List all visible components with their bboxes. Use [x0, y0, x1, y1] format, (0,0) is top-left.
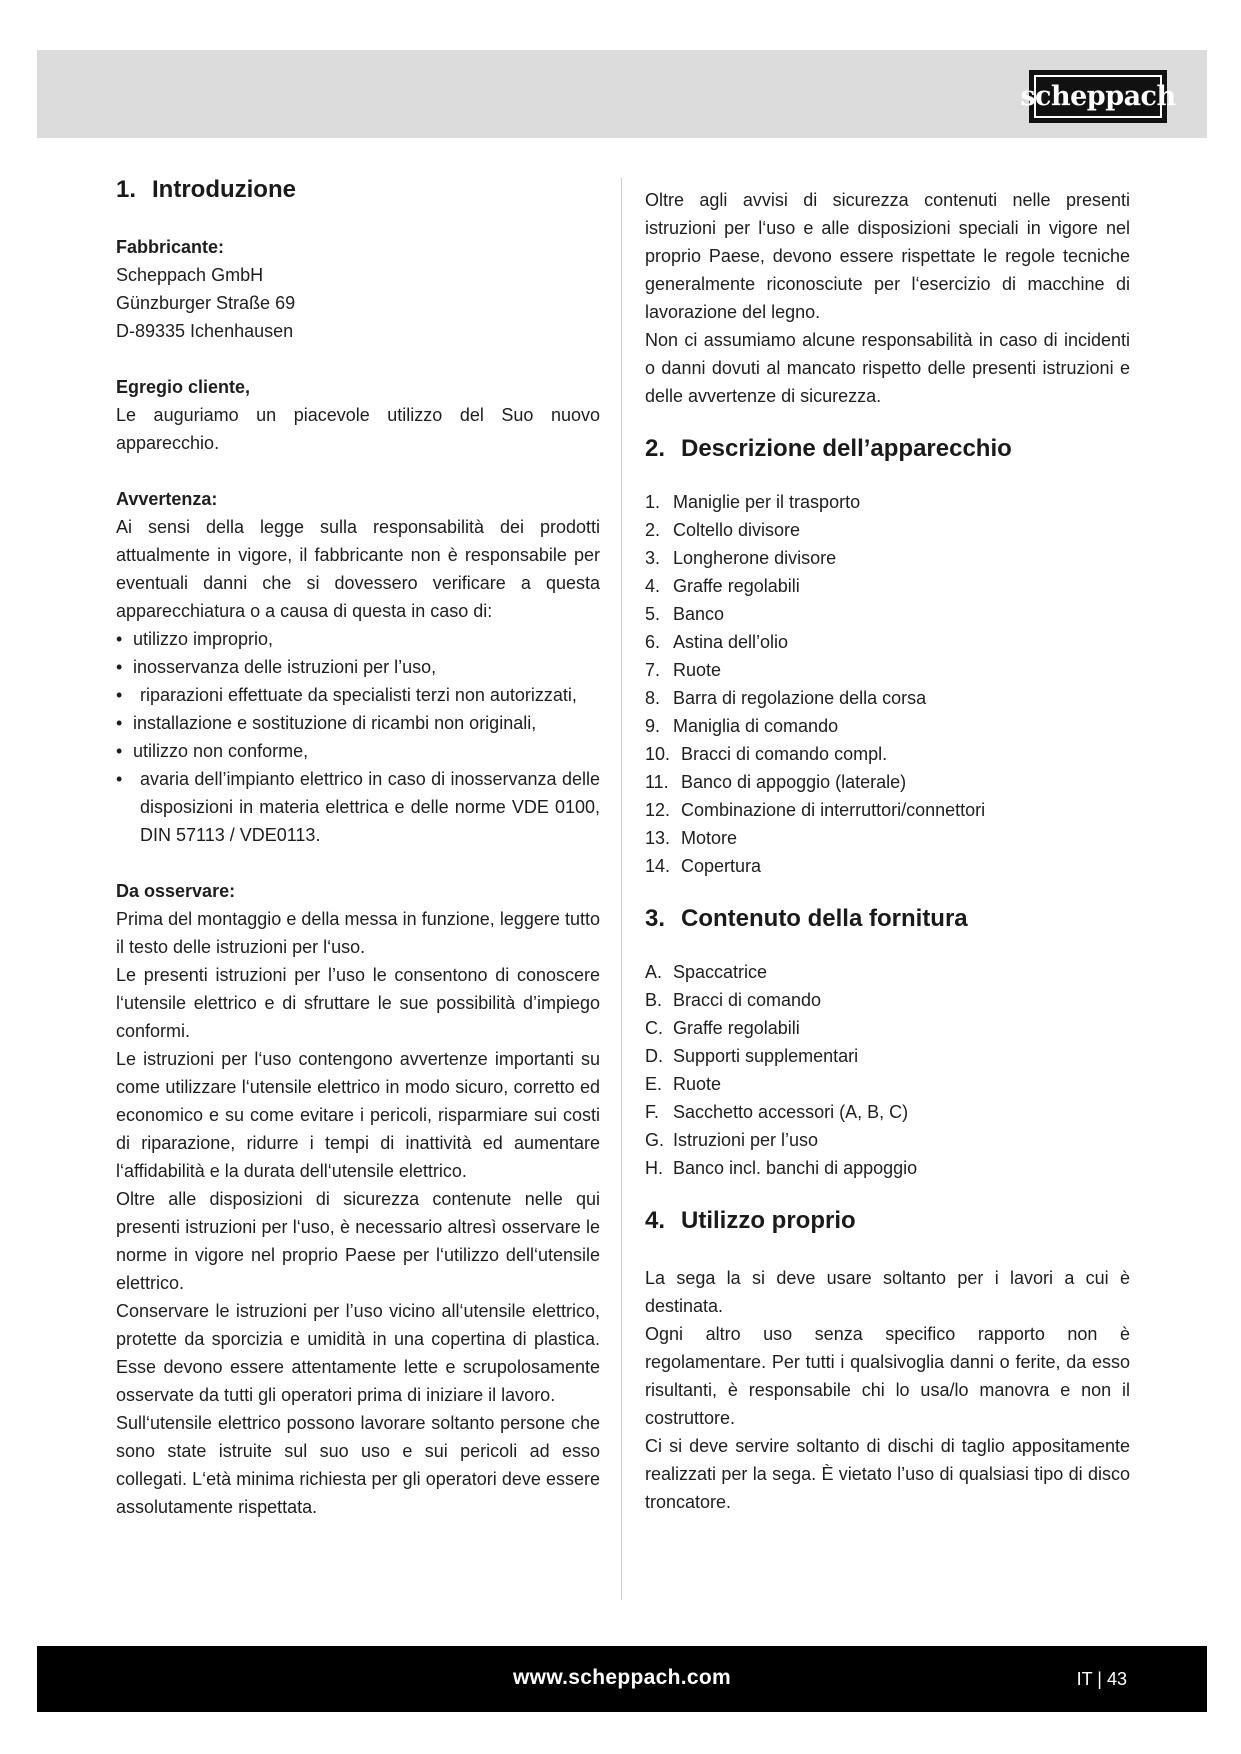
list-item — [645, 712, 1130, 740]
column-divider — [621, 178, 622, 1600]
warning-label: Avvertenza: — [116, 489, 218, 509]
warning-text: Ai sensi della legge sulla responsabilità dei prodotti attualmente in vigore, il fabbricante non è responsabile per eventuali danni che si dovessero verificare a questa apparecchiatura o a causa di questa in caso di: — [116, 517, 600, 621]
list-item — [645, 740, 1130, 768]
list-item-label: Barra di regolazione della corsa — [673, 688, 927, 708]
list-item-label: Combinazione di interruttori/connettori — [681, 800, 986, 820]
dear-customer-label: Egregio cliente, — [116, 377, 251, 397]
list-item — [645, 986, 1130, 1014]
list-item-label: Banco — [673, 604, 725, 624]
list-item-label: Coltello divisore — [673, 520, 801, 540]
list-item-label: Spaccatrice — [673, 962, 768, 982]
list-item — [645, 1042, 1130, 1070]
list-item-key: E. — [645, 1074, 663, 1094]
list-item-label: Graffe regolabili — [673, 576, 800, 596]
list-item-label: Banco incl. banchi di appoggio — [673, 1158, 918, 1178]
list-item-label: Supporti supplementari — [673, 1046, 859, 1066]
list-item — [645, 1014, 1130, 1042]
list-item — [645, 656, 1130, 684]
list-item — [645, 796, 1130, 824]
list-item-key: C. — [645, 1018, 663, 1038]
list-item — [645, 958, 1130, 986]
intro-paragraph: Non ci assumiamo alcune responsabilità in caso di incidenti o danni dovuti al mancato rispetto delle presenti istruzioni e delle avvertenze di sicurezza. — [645, 330, 1130, 406]
list-item-key: 5. — [645, 604, 661, 624]
left-column — [116, 175, 600, 1521]
observe-label: Da osservare: — [116, 881, 236, 901]
manufacturer-line: Scheppach GmbH — [116, 265, 264, 285]
manufacturer-line: Günzburger Straße 69 — [116, 293, 296, 313]
list-item — [645, 684, 1130, 712]
list-item-key: D. — [645, 1046, 663, 1066]
manufacturer-line: D-89335 Ichenhausen — [116, 321, 294, 341]
usage-paragraph: La sega la si deve usare soltanto per i lavori a cui è destinata. — [645, 1268, 1130, 1316]
usage-paragraph: Ci si deve servire soltanto di dischi di taglio appositamente realizzati per la sega. È vietato l’uso di qualsiasi tipo di disco troncatore. — [645, 1436, 1130, 1512]
list-item — [645, 1154, 1130, 1182]
list-item-key: 6. — [645, 632, 661, 652]
list-item: • utilizzo non conforme, — [116, 737, 600, 765]
list-item — [645, 544, 1130, 572]
list-item — [645, 628, 1130, 656]
list-item-label: Bracci di comando compl. — [681, 744, 888, 764]
intro-paragraph: Oltre agli avvisi di sicurezza contenuti nelle presenti istruzioni per l‘uso e alle disposizioni speciali in vigore nel proprio Paese, devono essere rispettate le regole tecniche generalmente riconosciute per l‘esercizio di macchine di lavorazione del legno. — [645, 190, 1130, 322]
list-item — [645, 824, 1130, 852]
list-item-label: Maniglie per il trasporto — [673, 492, 861, 512]
dear-customer-text: Le auguriamo un piacevole utilizzo del Suo nuovo apparecchio. — [116, 405, 600, 453]
list-item: • inosservanza delle istruzioni per l’uso, — [116, 653, 600, 681]
list-item — [645, 488, 1130, 516]
list-item-label: Longherone divisore — [673, 548, 837, 568]
list-item — [645, 1098, 1130, 1126]
list-item — [645, 1070, 1130, 1098]
list-item — [645, 1126, 1130, 1154]
observe-paragraph: Oltre alle disposizioni di sicurezza contenute nelle qui presenti istruzioni per l‘uso, è necessario altresì osservare le norme in vigore nel proprio Paese per l‘utilizzo dell‘utensile elettrico. — [116, 1189, 600, 1293]
list-item-key: 7. — [645, 660, 661, 680]
observe-paragraph: Le istruzioni per l‘uso contengono avvertenze importanti su come utilizzare l‘utensile elettrico in modo sicuro, corretto ed economico e su come evitare i pericoli, risparmiare sui costi di riparazione, ridurre i tempi di inattività ed aumentare l‘affidabilità e la durata dell‘utensile elettrico. — [116, 1049, 600, 1181]
right-column — [645, 186, 1130, 1516]
list-item-key: 12. — [645, 800, 671, 820]
observe-paragraph: Le presenti istruzioni per l’uso le consentono di conoscere l‘utensile elettrico e di sfruttare le sue possibilità d’impiego conformi. — [116, 965, 600, 1041]
list-item-key: F. — [645, 1102, 660, 1122]
list-item: • riparazioni effettuate da specialisti terzi non autorizzati, — [116, 681, 600, 709]
observe-paragraph: Prima del montaggio e della messa in funzione, leggere tutto il testo delle istruzioni per l‘uso. — [116, 909, 600, 957]
section-1-heading: 1. Introduzione — [116, 176, 296, 203]
list-item: • utilizzo improprio, — [116, 625, 600, 653]
list-item-key: H. — [645, 1158, 663, 1178]
list-item: • installazione e sostituzione di ricambi non originali, — [116, 709, 600, 737]
section-3-heading: 3. Contenuto della fornitura — [645, 905, 968, 932]
list-item — [645, 516, 1130, 544]
warning-list — [116, 625, 600, 849]
manufacturer-label: Fabbricante: — [116, 237, 225, 257]
list-item-label: Bracci di comando — [673, 990, 822, 1010]
parts-list — [645, 488, 1130, 880]
list-item-key: 11. — [645, 772, 669, 792]
observe-paragraph: Conservare le istruzioni per l’uso vicino all‘utensile elettrico, protette da sporcizia e umidità in una copertina di plastica. Esse devono essere attentamente lette e scrupolosamente osservate da tutti gli operatori prima di iniziare il lavoro. — [116, 1301, 600, 1405]
list-item-key: 10. — [645, 744, 671, 764]
list-item-key: A. — [645, 962, 663, 982]
list-item-label: Banco di appoggio (laterale) — [681, 772, 907, 792]
list-item — [645, 600, 1130, 628]
list-item-key: 2. — [645, 520, 661, 540]
list-item-label: Graffe regolabili — [673, 1018, 800, 1038]
list-item-label: Istruzioni per l’uso — [673, 1130, 819, 1150]
list-item-label: Copertura — [681, 856, 762, 876]
list-item-key: G. — [645, 1130, 665, 1150]
list-item-label: Ruote — [673, 660, 722, 680]
list-item-key: 4. — [645, 576, 661, 596]
list-item-label: Sacchetto accessori (A, B, C) — [673, 1102, 909, 1122]
list-item-key: 3. — [645, 548, 661, 568]
list-item-key: 14. — [645, 856, 671, 876]
list-item-label: Astina dell’olio — [673, 632, 789, 652]
list-item — [645, 852, 1130, 880]
list-item-key: B. — [645, 990, 663, 1010]
usage-paragraph: Ogni altro uso senza specifico rapporto non è regolamentare. Per tutti i qualsivoglia danni o ferite, da esso risultanti, è responsabile chi lo usa/lo manovra e non il costruttore. — [645, 1324, 1130, 1428]
page-footer — [37, 1646, 1207, 1712]
list-item: • avaria dell’impianto elettrico in caso di inosservanza delle disposizioni in materia elettrica e delle norme VDE 0100, DIN 57113 / VDE0113. — [116, 765, 600, 849]
list-item-key: 1. — [645, 492, 661, 512]
page-number: IT | 43 — [1076, 1669, 1127, 1689]
list-item-label: Ruote — [673, 1074, 722, 1094]
list-item — [645, 572, 1130, 600]
list-item-label: Maniglia di comando — [673, 716, 839, 736]
delivery-contents-list — [645, 958, 1130, 1182]
section-4-heading: 4. Utilizzo proprio — [645, 1207, 856, 1234]
list-item-key: 8. — [645, 688, 661, 708]
section-2-heading: 2. Descrizione dell’apparecchio — [645, 435, 1012, 462]
list-item — [645, 768, 1130, 796]
observe-paragraph: Sull‘utensile elettrico possono lavorare soltanto persone che sono state istruite sul suo uso e sui pericoli ad esso collegati. L‘età minima richiesta per gli operatori deve essere assolutamente rispettata. — [116, 1413, 600, 1517]
list-item-key: 13. — [645, 828, 671, 848]
page-header — [37, 50, 1207, 138]
scheppach-logo: scheppach — [1029, 70, 1167, 123]
list-item-key: 9. — [645, 716, 661, 736]
website-link[interactable]: www.scheppach.com — [513, 1666, 731, 1689]
list-item-label: Motore — [681, 828, 738, 848]
